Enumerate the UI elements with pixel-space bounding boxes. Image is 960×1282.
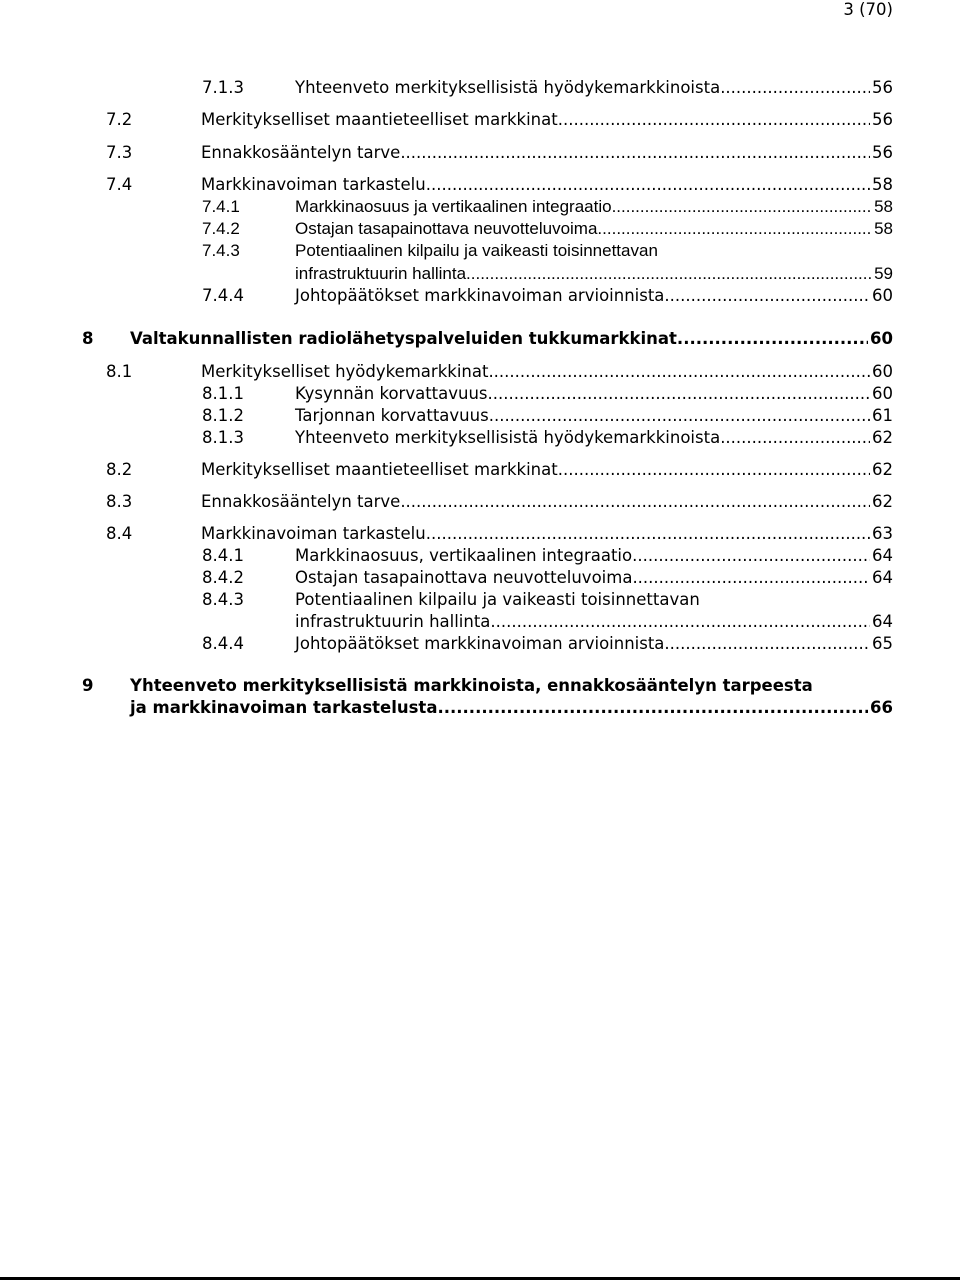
toc-number: 7.4.2 (202, 219, 240, 238)
toc-title: Ennakkosääntelyn tarve (201, 492, 401, 511)
toc-page: 58 (874, 197, 893, 216)
toc-leader-dots (489, 405, 870, 427)
toc-title: Yhteenveto merkityksellisistä markkinoista, ennakkosääntelyn tarpeesta (130, 676, 813, 695)
toc-page: 56 (872, 78, 893, 97)
toc-leader-dots (558, 109, 870, 131)
toc-entry-8-1-2[interactable] (202, 405, 893, 427)
page-number: 3 (70) (843, 0, 893, 19)
toc-leader-dots (558, 459, 870, 481)
toc-title: Yhteenveto merkityksellisistä hyödykemarkkinoista (295, 78, 721, 97)
toc-title: Johtopäätökset markkinavoiman arvioinnista (295, 286, 665, 305)
toc-number: 9 (82, 676, 94, 695)
toc-entry-8-4-3[interactable] (295, 611, 893, 633)
toc-page: 58 (872, 175, 893, 194)
toc-entry-8-4-2[interactable] (202, 567, 893, 589)
toc-page: 64 (872, 568, 893, 587)
toc-entry-7-2[interactable] (106, 109, 893, 131)
toc-number: 7.4.4 (202, 286, 244, 305)
toc-page: 62 (872, 492, 893, 511)
toc-page: 60 (870, 329, 893, 348)
toc-title: Valtakunnallisten radiolähetyspalveluiden tukkumarkkinat (130, 329, 677, 348)
toc-number: 8.1 (106, 362, 133, 381)
toc-title-continued: infrastruktuurin hallinta (295, 612, 491, 631)
toc-entry-8-4-1[interactable] (202, 545, 893, 567)
toc-entry-7-1-3[interactable] (202, 77, 893, 99)
toc-page: 66 (870, 698, 893, 717)
toc-number: 7.2 (106, 110, 133, 129)
toc-entry-8-1[interactable] (106, 361, 893, 383)
toc-page: 63 (872, 524, 893, 543)
toc-page: 60 (872, 384, 893, 403)
toc-entry-7-4[interactable] (106, 174, 893, 196)
toc-number: 8 (82, 329, 94, 348)
toc-title: Markkinavoiman tarkastelu (201, 524, 426, 543)
toc-entry-7-4-4[interactable] (202, 285, 893, 307)
toc-entry-7-3[interactable] (106, 142, 893, 164)
toc-entry-7-4-1[interactable] (202, 196, 893, 218)
toc-number: 8.3 (106, 492, 133, 511)
toc-page: 64 (872, 546, 893, 565)
toc-number: 8.4.1 (202, 546, 244, 565)
toc-title: Potentiaalinen kilpailu ja vaikeasti toisinnettavan (295, 241, 658, 260)
toc-leader-dots (490, 611, 870, 633)
footer-rule (0, 1277, 960, 1280)
toc-page: 60 (872, 286, 893, 305)
toc-entry-7-4-2[interactable] (202, 218, 893, 240)
toc-page: 56 (872, 110, 893, 129)
toc-number: 8.1.3 (202, 428, 244, 447)
toc-entry-7-4-3[interactable] (295, 263, 893, 285)
toc-number: 8.4.3 (202, 590, 244, 609)
toc-title: Merkitykselliset maantieteelliset markkinat (201, 110, 558, 129)
toc-entry-8-4-3-first-line[interactable] (202, 589, 700, 611)
toc-page: 60 (872, 362, 893, 381)
toc-title: Ostajan tasapainottava neuvotteluvoima (295, 219, 598, 238)
toc-entry-9-first-line[interactable] (82, 675, 813, 697)
toc-leader-dots (400, 142, 870, 164)
toc-leader-dots (632, 545, 870, 567)
toc-entry-8-4-4[interactable] (202, 633, 893, 655)
toc-number: 8.1.1 (202, 384, 244, 403)
toc-number: 8.1.2 (202, 406, 244, 425)
toc-title: Yhteenveto merkityksellisistä hyödykemarkkinoista (295, 428, 721, 447)
toc-title: Markkinaosuus ja vertikaalinen integraatio (295, 197, 612, 216)
toc-page: 58 (874, 219, 893, 238)
toc-leader-dots (426, 174, 870, 196)
toc-title: Kysynnän korvattavuus (295, 384, 488, 403)
toc-number: 7.1.3 (202, 78, 244, 97)
toc-leader-dots (720, 427, 870, 449)
toc-leader-dots (466, 263, 872, 285)
toc-leader-dots (597, 218, 872, 240)
toc-entry-9[interactable] (130, 697, 893, 719)
toc-number: 7.4.3 (202, 241, 240, 260)
toc-title-continued: ja markkinavoiman tarkastelusta (130, 698, 438, 717)
toc-entry-8-2[interactable] (106, 459, 893, 481)
toc-page: 62 (872, 460, 893, 479)
toc-page: 62 (872, 428, 893, 447)
toc-title: Merkitykselliset hyödykemarkkinat (201, 362, 489, 381)
toc-entry-8-1-3[interactable] (202, 427, 893, 449)
toc-page: 64 (872, 612, 893, 631)
toc-entry-8-3[interactable] (106, 491, 893, 513)
toc-page: 65 (872, 634, 893, 653)
toc-leader-dots (720, 77, 870, 99)
toc-leader-dots (664, 285, 870, 307)
toc-title: Merkitykselliset maantieteelliset markkinat (201, 460, 558, 479)
toc-entry-8-4[interactable] (106, 523, 893, 545)
toc-number: 7.4 (106, 175, 133, 194)
toc-leader-dots (488, 383, 870, 405)
toc-title: Ennakkosääntelyn tarve (201, 143, 401, 162)
toc-title: Markkinaosuus, vertikaalinen integraatio (295, 546, 633, 565)
toc-page: 56 (872, 143, 893, 162)
toc-leader-dots (437, 697, 868, 719)
toc-title: Markkinavoiman tarkastelu (201, 175, 426, 194)
toc-entry-8[interactable] (82, 328, 893, 350)
toc-leader-dots (677, 328, 868, 350)
toc-page: 59 (874, 264, 893, 283)
toc-leader-dots (426, 523, 870, 545)
toc-number: 8.2 (106, 460, 133, 479)
toc-number: 7.3 (106, 143, 133, 162)
toc-leader-dots (664, 633, 870, 655)
toc-title: Ostajan tasapainottava neuvotteluvoima (295, 568, 633, 587)
toc-number: 7.4.1 (202, 197, 240, 216)
toc-entry-7-4-3-first-line[interactable] (202, 240, 658, 262)
toc-page: 61 (872, 406, 893, 425)
toc-leader-dots (612, 196, 873, 218)
toc-title: Tarjonnan korvattavuus (295, 406, 489, 425)
toc-title: Johtopäätökset markkinavoiman arvioinnista (295, 634, 665, 653)
toc-entry-8-1-1[interactable] (202, 383, 893, 405)
toc-number: 8.4 (106, 524, 133, 543)
toc-title-continued: infrastruktuurin hallinta (295, 264, 467, 283)
toc-number: 8.4.4 (202, 634, 244, 653)
toc-title: Potentiaalinen kilpailu ja vaikeasti toisinnettavan (295, 590, 700, 609)
toc-leader-dots (632, 567, 870, 589)
toc-leader-dots (400, 491, 870, 513)
toc-leader-dots (488, 361, 870, 383)
toc-number: 8.4.2 (202, 568, 244, 587)
